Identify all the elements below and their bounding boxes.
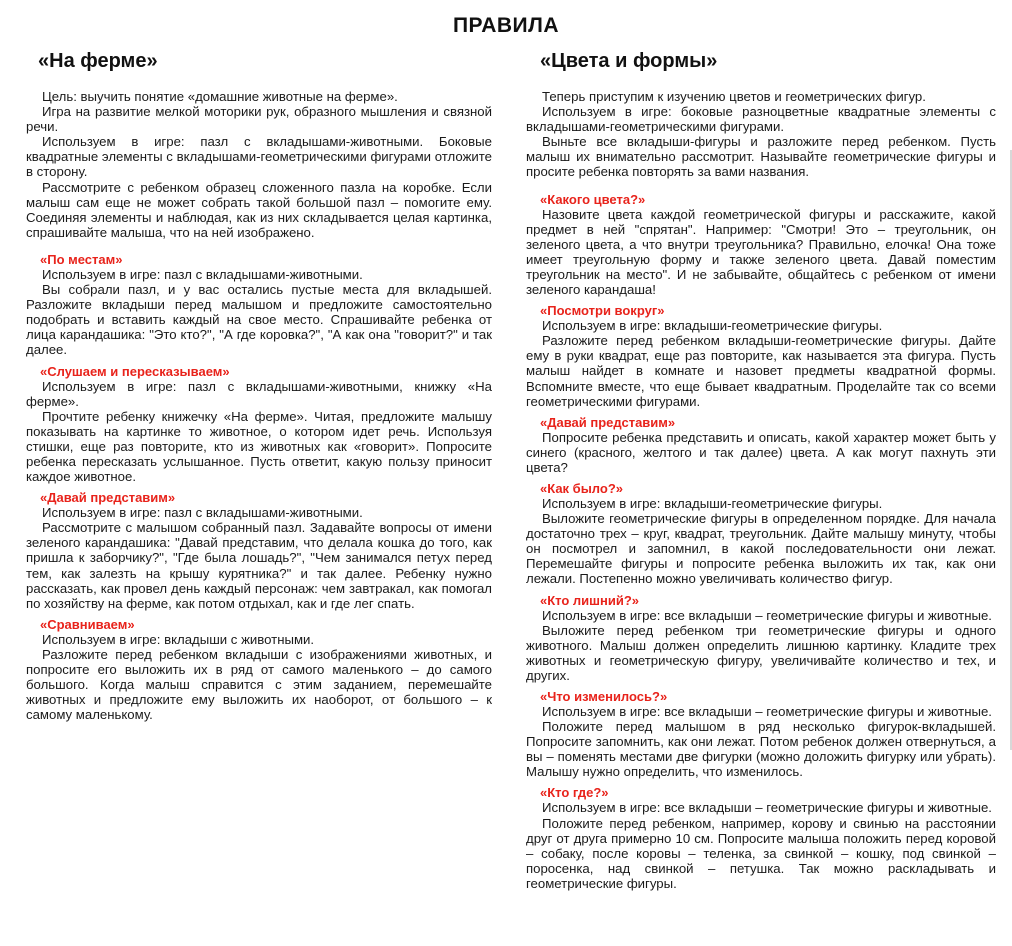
- section-title: «По местам»: [40, 251, 123, 267]
- section-paragraph: Используем в игре: пазл с вкладышами-животными, книжку «На ферме».: [26, 378, 492, 409]
- section-paragraph: Используем в игре: пазл с вкладышами-животными.: [42, 266, 363, 282]
- section-title: «Что изменилось?»: [540, 689, 668, 704]
- section-title: «Давай представим»: [540, 414, 676, 430]
- intro-paragraph: Используем в игре: пазл с вкладышами-животными. Боковые квадратные элементы с вкладышами-геометрическими фигурами отложите в сторону.: [26, 134, 492, 180]
- section-paragraph: Попросите ребенка представить и описать, какой характер может быть у синего (красного, желтого и так далее) цвета. А как могут пахнуть эти цвета?: [526, 429, 996, 475]
- intro-paragraph: Цель: выучить понятие «домашние животные на ферме».: [42, 89, 398, 104]
- section-title: «Кто где?»: [540, 785, 609, 801]
- section-paragraph: Выложите геометрические фигуры в определенном порядке. Для начала достаточно трех – круг, квадрат, треугольник. Дайте малышу минуту, чтобы он посмотрел и запомнил, в какой последовательности они лежат. Перемешайте фигуры и попросите ребенка выложить их так, как они лежали. Постепенно можно увеличивать количество фигур.: [526, 511, 996, 587]
- section-paragraph: Выложите перед ребенком три геометрические фигуры и одного животного. Малыш должен определить лишнюю картинку. Кладите трех животных и геометрическую фигуру, увеличивайте количество и тех, и других.: [526, 622, 996, 683]
- section-paragraph: Положите перед малышом в ряд несколько фигурок-вкладышей. Попросите запомнить, как они лежат. Потом ребенок должен отвернуться, а вы – поменять местами две фигурки (можно доложить фигурку или убрать). Малышу нужно определить, что изменилось.: [526, 719, 996, 780]
- section-paragraph: Используем в игре: вкладыши с животными.: [42, 631, 315, 647]
- section-title: «Кто лишний?»: [540, 592, 640, 608]
- section-paragraph: Используем в игре: вкладыши-геометрические фигуры.: [542, 318, 883, 334]
- section-paragraph: Используем в игре: все вкладыши – геометрические фигуры и животные.: [542, 800, 992, 816]
- section-paragraph: Используем в игре: все вкладыши – геометрические фигуры и животные.: [542, 704, 992, 719]
- intro-paragraph: Игра на развитие мелкой моторики рук, образного мышления и связной речи.: [26, 104, 492, 135]
- page-title: ПРАВИЛА: [452, 14, 560, 37]
- game-title-farm: «На ферме»: [38, 50, 158, 72]
- section-title: «Посмотри вокруг»: [540, 303, 665, 319]
- section-paragraph: Рассмотрите с малышом собранный пазл. Задавайте вопросы от имени зеленого карандашика: "Давай представим, что делала кошка до того, как пришла к заборчику?", "Где была лошадь?", "Чем занимался петух перед тем, как залезть на крышу курятника?" и так далее. Ребенку нужно рассказать, как провел день каждый персонаж: чем завтракал, как помогал по хозяйству на ферме, как потом отдыхал, как и где лег спать.: [26, 520, 492, 611]
- section-paragraph: Прочтите ребенку книжечку «На ферме». Читая, предложите малышу показывать на картинке то животное, о котором идет речь. Используя стишки, еще раз повторите, кто из животных как «говорит». Попросите ребенка пересказать услышанное. Пусть ответит, какую пользу приносит каждое животное.: [26, 408, 492, 485]
- left-column: [26, 46, 492, 722]
- section-title: «Какого цвета?»: [540, 191, 646, 207]
- section-title: «Как было?»: [540, 480, 624, 496]
- intro-paragraph: Рассмотрите с ребенком образец сложенного пазла на коробке. Если малыш сам еще не может собрать такой большой пазл – помогите ему. Соединяя элементы и наблюдая, как из них складывается целая картинка, спрашивайте малыша, что на ней изображено.: [26, 179, 492, 240]
- section-paragraph: Используем в игре: пазл с вкладышами-животными.: [42, 505, 363, 521]
- intro-paragraph: Используем в игре: боковые разноцветные квадратные элементы с вкладышами-геометрическими фигурами.: [526, 104, 996, 135]
- section-paragraph: Вы собрали пазл, и у вас остались пустые места для вкладышей. Разложите вкладыши перед малышом и предложите самостоятельно подобрать и вставить каждый на свое место. Спрашивайте ребенка от лица карандашика: "Это кто?", "А где коровка?", "А как она "говорит?" и так далее.: [26, 282, 492, 358]
- section-paragraph: Назовите цвета каждой геометрической фигуры и расскажите, какой предмет в ней "спрятан". Например: "Смотри! Это – треугольник, он зеленого цвета, а что внутри треугольника? Правильно, елочка! Она тоже имеет треугольную форму и также зеленого цвета. Давай поместим треугольник на место". И не забывайте, общайтесь с ребенком от имени зеленого карандаша!: [526, 206, 996, 298]
- right-column: [526, 46, 996, 891]
- intro-paragraph: Выньте все вкладыши-фигуры и разложите перед ребенком. Пусть малыш их внимательно рассмотрит. Называйте геометрические фигуры и просите ребенка повторять за вами названия.: [526, 134, 996, 180]
- section-paragraph: Положите перед ребенком, например, корову и свинью на расстоянии друг от друга примерно 10 см. Попросите малыша положить перед коровой – собаку, после коровы – теленка, за свинкой – кошку, под свинкой – поросенка, над свинкой – петушка. Так можно раскладывать и геометрические фигуры.: [526, 815, 996, 891]
- section-paragraph: Разложите перед ребенком вкладыши с изображениями животных, и попросите его выложить их в ряд от самого маленького – до самого большого. Когда малыш справится с этим заданием, перемешайте животных и предложите ему выложить их наоборот, от большого – к самому маленькому.: [26, 646, 492, 723]
- section-paragraph: Используем в игре: вкладыши-геометрические фигуры.: [542, 495, 883, 511]
- section-title: «Сравниваем»: [40, 616, 135, 632]
- section-title: «Давай представим»: [40, 490, 176, 506]
- section-paragraph: Разложите перед ребенком вкладыши-геометрические фигуры. Дайте ему в руки квадрат, еще раз повторите, как называется эта фигура. Пусть малыш найдет в комнате и назовет предметы квадратной формы. Вспомните вместе, что еще бывает квадратным. Проделайте так со всеми геометрическими фигурами.: [526, 333, 996, 409]
- intro-paragraph: Теперь приступим к изучению цветов и геометрических фигур.: [542, 89, 926, 104]
- game-title-colors-shapes: «Цвета и формы»: [540, 50, 718, 72]
- section-paragraph: Используем в игре: все вкладыши – геометрические фигуры и животные.: [542, 607, 992, 623]
- section-title: «Слушаем и пересказываем»: [40, 363, 230, 379]
